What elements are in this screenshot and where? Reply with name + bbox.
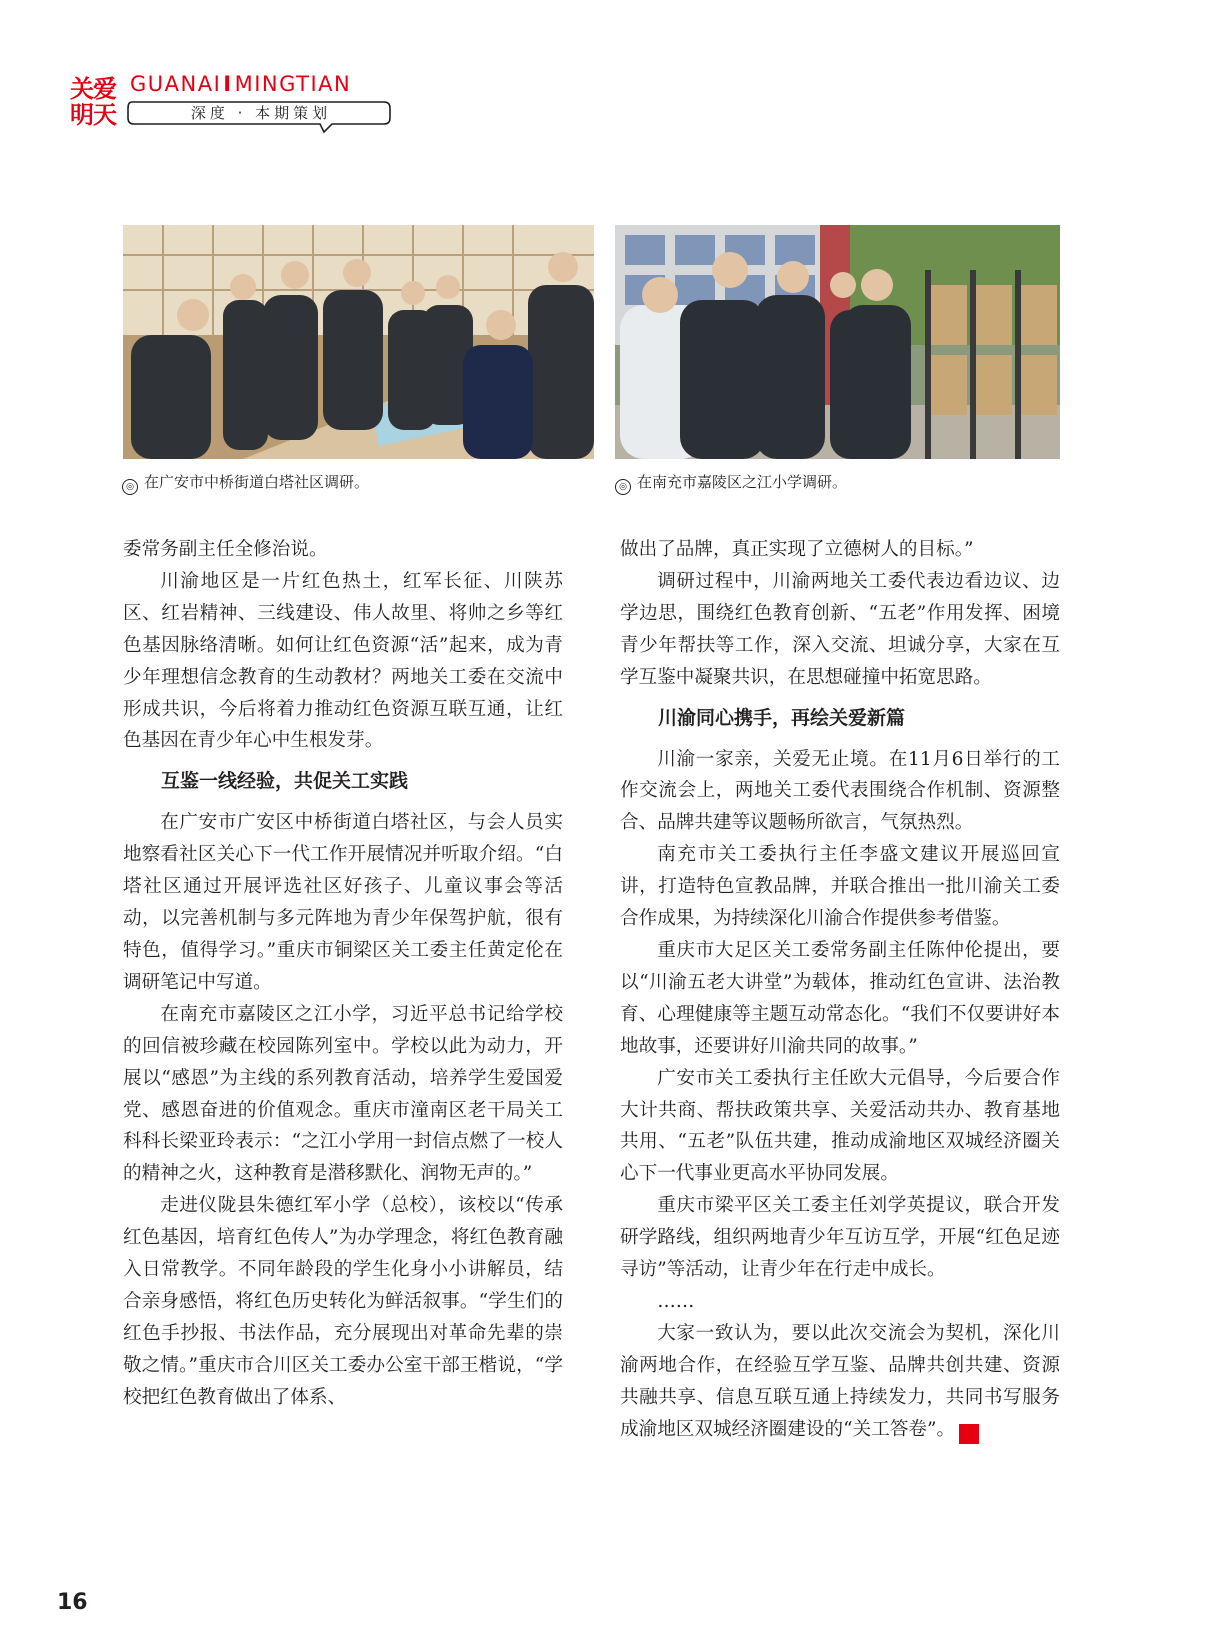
paragraph: 委常务副主任全修治说。 xyxy=(123,539,328,560)
photo-zhijiang-school xyxy=(615,225,1060,459)
paragraph: 在南充市嘉陵区之江小学，习近平总书记给学校的回信被珍藏在校园陈列室中。学校以此为动力，开展以“感恩”为主线的系列教育活动，培养学生爱国爱党、感恩奋进的价值观念。重庆市潼南区老干局关工科科长梁亚玲表示：“之江小学用一封信点燃了一校人的精神之火，这种教育是潜移默化、润物无声的。” xyxy=(123,1003,563,1185)
camera-icon: ◎ xyxy=(615,479,631,495)
paragraph: 做出了品牌，真正实现了立德树人的目标。” xyxy=(620,539,974,560)
paragraph: 川渝地区是一片红色热土，红军长征、川陕苏区、红岩精神、三线建设、伟人故里、将帅之乡等红色基因脉络清晰。如何让红色资源“活”起来，成为青少年理想信念教育的生动教材？两地关工委在交流中形成共识，今后将着力推动红色资源互联互通，让红色基因在青少年心中生根发芽。 xyxy=(123,570,563,752)
magazine-brand xyxy=(130,72,392,96)
section-label: 深度 · 本期策划 xyxy=(190,104,332,122)
caption-text: 在南充市嘉陵区之江小学调研。 xyxy=(637,473,848,491)
closing-text: 大家一致认为，要以此次交流会为契机，深化川渝两地合作，在经验互学互鉴、品牌共创共建、资源共融共享、信息互联互通上持续发力，共同书写服务成渝地区双城经济圈建设的“关工答卷”。 xyxy=(620,1322,1060,1440)
end-mark-icon: 关 xyxy=(959,1424,979,1444)
photo-baita-illustration xyxy=(123,225,594,459)
paragraph: 南充市关工委执行主任李盛文建议开展巡回宣讲，打造特色宣教品牌，并联合推出一批川渝关工委合作成果，为持续深化川渝合作提供参考借鉴。 xyxy=(620,844,1060,930)
section-heading: 川渝同心携手，再绘关爱新篇 xyxy=(658,706,906,729)
section-heading: 互鉴一线经验，共促关工实践 xyxy=(161,770,409,793)
brand-separator: I xyxy=(223,72,233,96)
photo-caption-1 xyxy=(122,471,369,495)
paragraph: 川渝一家亲，关爱无止境。在11月6日举行的工作交流会上，两地关工委代表围绕合作机制、资源整合、品牌共建等议题畅所欲言，气氛热烈。 xyxy=(620,748,1060,834)
right-text-column xyxy=(620,534,1060,1445)
brand-left: GUANAI xyxy=(130,72,222,96)
page-number: 16 xyxy=(57,1590,88,1615)
paragraph: 在广安市广安区中桥街道白塔社区，与会人员实地察看社区关心下一代工作开展情况并听取介绍。“白塔社区通过开展评选社区好孩子、儿童议事会等活动，以完善机制与多元阵地为青少年保驾护航，很有特色，值得学习。”重庆市铜梁区关工委主任黄定伦在调研笔记中写道。 xyxy=(123,812,563,993)
paragraph: 重庆市大足区关工委常务副主任陈仲伦提出，要以“川渝五老大讲堂”为载体，推动红色宣讲、法治教育、心理健康等主题互动常态化。“我们不仅要讲好本地故事，还要讲好川渝共同的故事。” xyxy=(620,939,1060,1057)
left-text-column xyxy=(123,534,563,1414)
photo-baita-community xyxy=(123,225,594,459)
paragraph: 调研过程中，川渝两地关工委代表边看边议、边学边思，围绕红色教育创新、“五老”作用发挥、困境青少年帮扶等工作，深入交流、坦诚分享，大家在互学互鉴中凝聚共识，在思想碰撞中拓宽思路。 xyxy=(620,570,1060,688)
caption-text: 在广安市中桥街道白塔社区调研。 xyxy=(144,473,370,491)
photo-caption-2 xyxy=(615,471,847,495)
magazine-logo: 关爱明天 xyxy=(70,75,116,129)
brand-right: MINGTIAN xyxy=(234,72,352,96)
photo-zhijiang-illustration xyxy=(615,225,1060,459)
paragraph: 广安市关工委执行主任欧大元倡导，今后要合作大计共商、帮扶政策共享、关爱活动共办、教育基地共用、“五老”队伍共建，推动成渝地区双城经济圈关心下一代事业更高水平协同发展。 xyxy=(620,1067,1060,1185)
ellipsis: …… xyxy=(657,1290,695,1312)
paragraph xyxy=(620,1318,1060,1446)
paragraph: 重庆市梁平区关工委主任刘学英提议，联合开发研学路线，组织两地青少年互访互学，开展“红色足迹寻访”等活动，让青少年在行走中成长。 xyxy=(620,1195,1060,1281)
paragraph: 走进仪陇县朱德红军小学（总校），该校以“传承红色基因，培育红色传人”为办学理念，将红色教育融入日常教学。不同年龄段的学生化身小小讲解员，结合亲身感悟，将红色历史转化为鲜活叙事。“学生们的红色手抄报、书法作品，充分展现出对革命先辈的崇敬之情。”重庆市合川区关工委办公室干部王楷说，“学校把红色教育做出了体系、 xyxy=(123,1195,563,1408)
camera-icon: ◎ xyxy=(122,479,138,495)
